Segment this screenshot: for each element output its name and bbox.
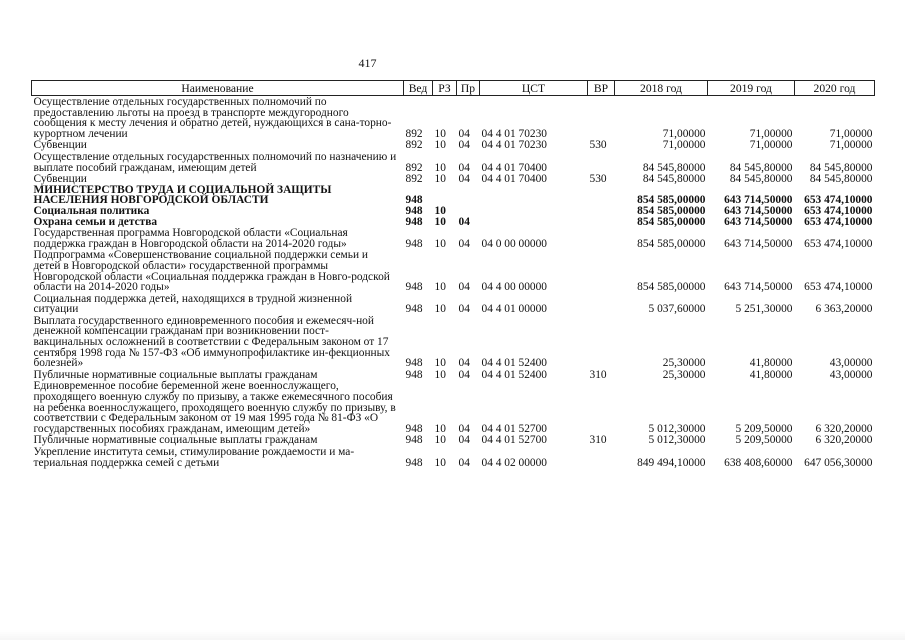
cell-y2020: 43,00000 — [829, 368, 873, 381]
cell-rz: 10 — [434, 204, 446, 217]
header-name: Наименование — [32, 81, 404, 96]
cell-y2019: 643 714,50000 — [724, 204, 793, 217]
cell-name: Укрепление института семьи, стимулирование рождаемости и ма-териальная поддержка семей с детьми — [33, 446, 355, 469]
header-2019: 2019 год — [708, 81, 795, 96]
cell-rz: 10 — [434, 303, 446, 316]
cell-y2019: 5 209,50000 — [735, 434, 793, 447]
cell-pr: 04 — [458, 368, 470, 381]
cell-rz: 10 — [434, 127, 446, 140]
cell-ved: 948 — [405, 422, 423, 435]
table-row — [32, 446, 875, 468]
cell-rz: 10 — [434, 456, 446, 469]
cell-cst — [480, 185, 588, 206]
cell-y2020: 84 545,80000 — [809, 161, 873, 174]
cell-pr: 04 — [458, 161, 470, 174]
cell-name: Публичные нормативные социальные выплаты гражданам — [33, 368, 318, 381]
cell-y2020: 653 474,10000 — [804, 204, 873, 217]
cell-y2019: 643 714,50000 — [724, 215, 793, 228]
table-row — [32, 96, 875, 140]
cell-rz: 10 — [434, 434, 446, 447]
cell-y2020: 653 474,10000 — [804, 281, 873, 294]
cell-y2018: 84 545,80000 — [642, 161, 706, 174]
cell-cst: 04 4 01 52400 — [481, 357, 547, 370]
budget-table — [31, 80, 875, 468]
cell-y2018: 854 585,00000 — [637, 204, 706, 217]
cell-name: Государственная программа Новгородской области «Социальная поддержка граждан в Новгородской области на 2014-2020 годы» — [33, 227, 348, 250]
cell-vr — [588, 293, 615, 315]
cell-name: Охрана семьи и детства — [33, 215, 158, 228]
cell-name: Выплата государственного единовременного пособия и ежемесяч-ной денежной компенсации гражданам при возникновении пост-вакцинальных осложнений в соответствии с Федеральным законом от 17 сентября 1998 года № 157-ФЗ «Об иммунопрофилактике ин-фекционных болезней» — [33, 314, 390, 370]
cell-vr: 310 — [589, 368, 607, 381]
cell-cst: 04 4 01 52700 — [481, 434, 547, 447]
table-row — [32, 139, 875, 151]
table-row — [32, 249, 875, 292]
cell-pr — [457, 185, 480, 206]
cell-rz — [433, 185, 457, 206]
cell-y2018: 854 585,00000 — [637, 194, 706, 207]
cell-name: Осуществление отдельных государственных полномочий по предоставлению льготы на проезд в транспорте междугородного сообщения к месту лечения и обратно детей, нуждающихся в сана-торно-курортном лечении — [33, 96, 392, 140]
cell-vr: 310 — [589, 434, 607, 447]
cell-y2019: 84 545,80000 — [729, 173, 793, 186]
cell-name: Подпрограмма «Совершенствование социальной поддержки семьи и детей в Новгородской области» государственной программы Новгородской области «Социальная поддержка граждан в Новго-родской области на 2014-2020 годы» — [33, 249, 390, 294]
cell-y2019: 41,80000 — [749, 357, 793, 370]
cell-y2019: 71,00000 — [749, 139, 793, 152]
cell-rz: 10 — [434, 422, 446, 435]
cell-pr: 04 — [458, 422, 470, 435]
cell-vr — [588, 185, 615, 206]
table-row — [32, 206, 875, 217]
table-row — [32, 369, 875, 381]
cell-rz: 10 — [434, 237, 446, 250]
scan-edge — [0, 630, 905, 640]
cell-cst: 04 4 01 70400 — [481, 173, 547, 186]
cell-rz: 10 — [434, 173, 446, 186]
header-2020: 2020 год — [795, 81, 875, 96]
cell-y2020: 84 545,80000 — [809, 173, 873, 186]
header-2018: 2018 год — [615, 81, 708, 96]
cell-y2020: 71,00000 — [829, 127, 873, 140]
cell-pr — [457, 206, 480, 217]
cell-y2018: 71,00000 — [662, 127, 706, 140]
cell-y2020: 71,00000 — [829, 139, 873, 152]
cell-y2019: 5 209,50000 — [735, 422, 793, 435]
cell-name: Осуществление отдельных государственных полномочий по назначению и выплате пособий гражданам, имеющим детей — [33, 150, 397, 174]
cell-ved: 948 — [405, 357, 423, 370]
cell-y2018: 5 012,30000 — [648, 422, 706, 435]
cell-vr — [588, 315, 615, 369]
cell-y2019: 5 251,30000 — [735, 303, 793, 316]
table-row — [32, 227, 875, 249]
cell-name: Субвенции — [33, 173, 87, 186]
cell-vr — [588, 249, 615, 292]
cell-y2020: 6 320,20000 — [815, 422, 873, 435]
cell-rz: 10 — [434, 368, 446, 381]
table-row — [32, 434, 875, 446]
cell-y2020: 647 056,30000 — [804, 456, 873, 469]
cell-y2020: 6 363,20000 — [815, 303, 873, 316]
cell-y2018: 849 494,10000 — [637, 456, 706, 469]
cell-y2018: 25,30000 — [662, 368, 706, 381]
cell-cst: 04 4 01 00000 — [481, 303, 547, 316]
cell-cst: 04 4 02 00000 — [481, 456, 547, 469]
cell-vr — [588, 227, 615, 249]
cell-rz: 10 — [434, 357, 446, 370]
cell-name: Публичные нормативные социальные выплаты гражданам — [33, 434, 318, 447]
cell-cst — [480, 206, 588, 217]
cell-pr: 04 — [458, 127, 470, 140]
cell-pr: 04 — [458, 434, 470, 447]
cell-cst: 04 4 01 52700 — [481, 422, 547, 435]
cell-y2018: 854 585,00000 — [637, 281, 706, 294]
table-header-row — [32, 81, 875, 96]
cell-ved: 948 — [405, 237, 423, 250]
cell-name: Социальная политика — [33, 204, 150, 217]
cell-pr: 04 — [458, 456, 470, 469]
table-row — [32, 315, 875, 369]
cell-ved: 948 — [405, 281, 423, 294]
cell-name: Единовременное пособие беременной жене военнослужащего, проходящего военную службу по призыву, а также ежемесячного пособия на ребенка военнослужащего, проходящего военную службу по призыву, в соответствии с Федеральным законом от 19 мая 1995 года № 81-ФЗ «О государственных пособиях гражданам, имеющим детей» — [33, 380, 396, 435]
cell-vr: 530 — [589, 173, 607, 186]
cell-rz: 10 — [434, 215, 446, 228]
cell-rz: 10 — [434, 281, 446, 294]
cell-vr — [588, 380, 615, 434]
cell-y2018: 84 545,80000 — [642, 173, 706, 186]
cell-cst: 04 4 01 70230 — [481, 139, 547, 152]
header-vr: ВР — [588, 81, 615, 96]
cell-y2020: 6 320,20000 — [815, 434, 873, 447]
page-number: 417 — [358, 56, 377, 70]
cell-cst: 04 4 01 70400 — [481, 161, 547, 174]
cell-y2019: 71,00000 — [749, 127, 793, 140]
header-pr: Пр — [457, 81, 480, 96]
cell-y2019: 84 545,80000 — [729, 161, 793, 174]
cell-ved: 892 — [405, 173, 423, 186]
cell-y2019: 643 714,50000 — [724, 237, 793, 250]
table-row — [32, 217, 875, 228]
cell-ved: 948 — [405, 215, 423, 228]
cell-name: Социальная поддержка детей, находящихся в трудной жизненной ситуации — [33, 292, 353, 316]
cell-cst: 04 0 00 00000 — [481, 237, 547, 250]
cell-ved: 948 — [405, 303, 423, 316]
cell-vr — [588, 217, 615, 228]
cell-rz: 10 — [434, 139, 446, 152]
cell-y2018: 854 585,00000 — [637, 215, 706, 228]
cell-y2018: 25,30000 — [662, 357, 706, 370]
table-row — [32, 185, 875, 206]
cell-y2018: 5 037,60000 — [648, 303, 706, 316]
cell-y2020: 653 474,10000 — [804, 215, 873, 228]
cell-y2018: 854 585,00000 — [637, 237, 706, 250]
cell-vr — [588, 206, 615, 217]
cell-pr: 04 — [458, 303, 470, 316]
cell-pr: 04 — [458, 237, 470, 250]
cell-cst: 04 4 00 00000 — [481, 281, 547, 294]
cell-y2020: 653 474,10000 — [804, 237, 873, 250]
cell-ved: 892 — [405, 139, 423, 152]
cell-y2018: 71,00000 — [662, 139, 706, 152]
cell-vr — [588, 151, 615, 173]
cell-pr: 04 — [458, 173, 470, 186]
header-rz: РЗ — [433, 81, 457, 96]
cell-y2018: 5 012,30000 — [648, 434, 706, 447]
cell-y2019: 643 714,50000 — [724, 194, 793, 207]
table-row — [32, 380, 875, 434]
header-ved: Вед — [404, 81, 433, 96]
cell-ved: 948 — [405, 368, 423, 381]
cell-vr — [588, 96, 615, 140]
cell-cst: 04 4 01 52400 — [481, 368, 547, 381]
cell-pr: 04 — [458, 281, 470, 294]
cell-ved: 948 — [405, 204, 423, 217]
cell-name: Субвенции — [33, 139, 87, 152]
cell-y2020: 653 474,10000 — [804, 194, 873, 207]
table-row — [32, 293, 875, 315]
cell-y2019: 41,80000 — [749, 368, 793, 381]
cell-pr: 04 — [458, 215, 470, 228]
cell-ved: 892 — [405, 161, 423, 174]
cell-vr: 530 — [589, 139, 607, 152]
cell-y2019: 638 408,60000 — [724, 456, 793, 469]
header-cst: ЦСТ — [480, 81, 588, 96]
cell-ved: 892 — [405, 127, 423, 140]
cell-y2020: 43,00000 — [829, 357, 873, 370]
cell-cst: 04 4 01 70230 — [481, 127, 547, 140]
cell-y2019: 643 714,50000 — [724, 281, 793, 294]
cell-rz: 10 — [434, 161, 446, 174]
cell-pr: 04 — [458, 357, 470, 370]
cell-vr — [588, 446, 615, 468]
cell-ved: 948 — [405, 194, 423, 207]
cell-name: МИНИСТЕРСТВО ТРУДА И СОЦИАЛЬНОЙ ЗАЩИТЫ НАСЕЛЕНИЯ НОВГОРОДСКОЙ ОБЛАСТИ — [33, 183, 332, 207]
table-row — [32, 151, 875, 173]
cell-cst — [480, 217, 588, 228]
table-row — [32, 173, 875, 185]
cell-pr: 04 — [458, 139, 470, 152]
table-body — [32, 96, 875, 469]
cell-ved: 948 — [405, 456, 423, 469]
cell-ved: 948 — [405, 434, 423, 447]
